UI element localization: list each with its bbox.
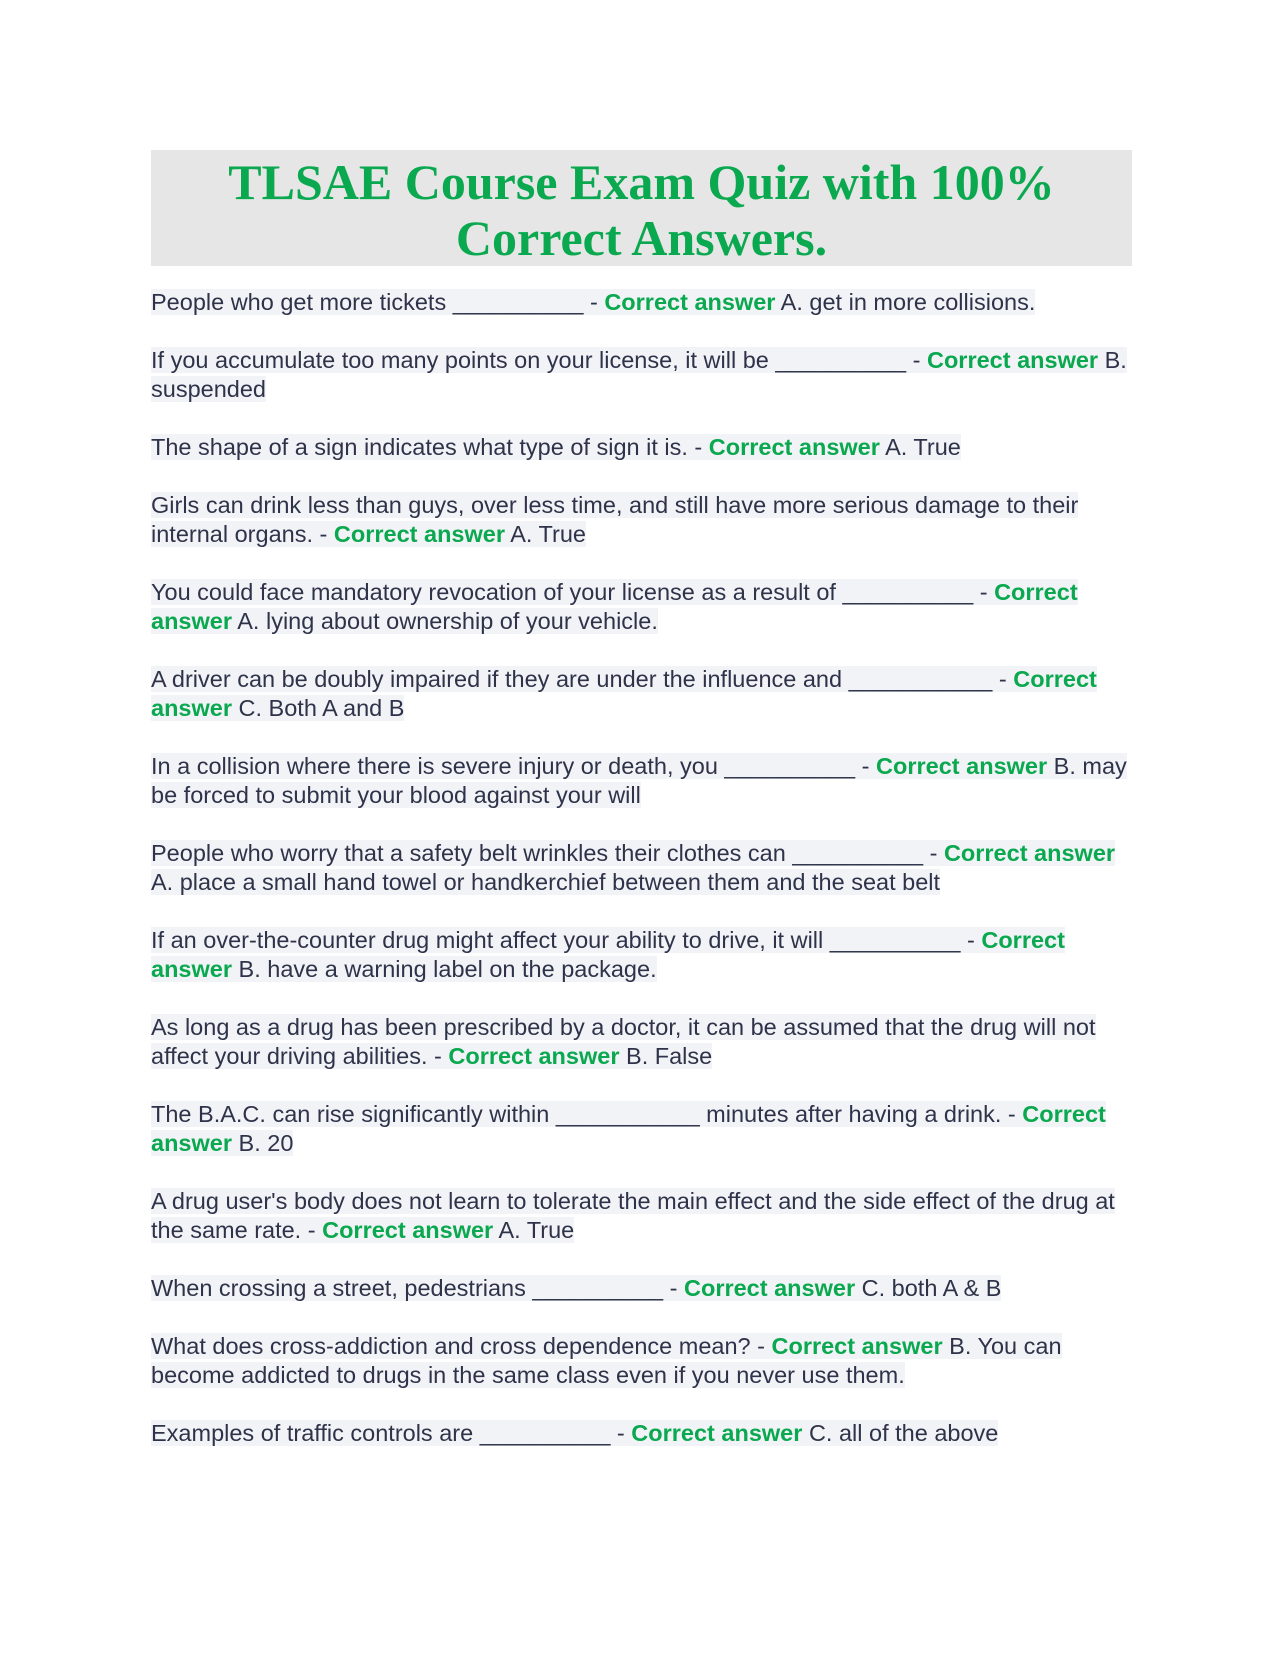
correct-answer-label: Correct answer [631,1420,803,1446]
correct-answer-label: Correct answer [151,1101,1106,1156]
question-text: A driver can be doubly impaired if they are under the influence and ___________ [151,666,993,692]
question-text: Examples of traffic controls are __________ [151,1420,611,1446]
correct-answer-label: Correct answer [604,289,776,315]
question-text: The shape of a sign indicates what type of sign it is. [151,434,688,460]
question-text: Girls can drink less than guys, over less time, and still have more serious damage to their internal organs. [151,492,1079,547]
answer-text: A. lying about ownership of your vehicle. [237,608,658,634]
correct-answer-label: Correct answer [926,347,1099,373]
correct-answer-label: Correct answer [151,579,1078,634]
answer-text: A. True [885,434,961,460]
qa-item [151,839,1132,897]
qa-list [151,288,1132,1448]
separator: - [663,1275,684,1301]
question-text: You could face mandatory revocation of your license as a result of __________ [151,579,974,605]
answer-text: C. all of the above [808,1420,999,1446]
separator: - [1001,1101,1023,1127]
separator: - [313,521,334,547]
separator: - [583,289,605,315]
answer-text: B. You can become addicted to drugs in the same class even if you never use them. [151,1333,1062,1388]
document-page [151,150,1132,1477]
answer-text: A. True [498,1217,575,1243]
separator: - [750,1333,772,1359]
answer-text: B. may be forced to submit your blood against your will [151,753,1127,808]
title-banner [151,150,1132,266]
question-text: In a collision where there is severe injury or death, you __________ [151,753,856,779]
qa-item [151,1419,1132,1448]
correct-answer-label: Correct answer [151,666,1097,721]
answer-text: B. have a warning label on the package. [238,956,657,982]
answer-text: C. both A & B [861,1275,1002,1301]
correct-answer-label: Correct answer [876,753,1048,779]
answer-text: C. Both A and B [238,695,405,721]
answer-text: A. place a small hand towel or handkerchief between them and the seat belt [151,869,941,895]
separator: - [906,347,927,373]
question-text: When crossing a street, pedestrians __________ [151,1275,664,1301]
separator: - [923,840,944,866]
qa-item [151,346,1132,404]
separator: - [960,927,982,953]
correct-answer-label: Correct answer [708,434,880,460]
qa-item [151,665,1132,723]
question-text: If you accumulate too many points on your license, it will be __________ [151,347,907,373]
question-text: What does cross-addiction and cross dependence mean? [151,1333,751,1359]
answer-text: B. False [626,1043,713,1069]
qa-item [151,752,1132,810]
correct-answer-label: Correct answer [684,1275,856,1301]
correct-answer-label: Correct answer [448,1043,620,1069]
correct-answer-label: Correct answer [333,521,505,547]
qa-item [151,433,1132,462]
separator: - [855,753,877,779]
qa-item [151,578,1132,636]
qa-item [151,1100,1132,1158]
separator: - [687,434,709,460]
answer-text: A. get in more collisions. [780,289,1036,315]
question-text: People who get more tickets __________ [151,289,584,315]
separator: - [992,666,1014,692]
correct-answer-label: Correct answer [771,1333,943,1359]
separator: - [973,579,995,605]
answer-text: A. True [510,521,586,547]
answer-text: B. suspended [151,347,1127,402]
qa-item [151,1274,1132,1303]
qa-item [151,288,1132,317]
separator: - [610,1420,632,1446]
question-text: A drug user's body does not learn to tolerate the main effect and the side effect of the drug at the same rate. [151,1188,1115,1243]
qa-item [151,1332,1132,1390]
question-text: If an over-the-counter drug might affect your ability to drive, it will __________ [151,927,961,953]
correct-answer-label: Correct answer [322,1217,494,1243]
qa-item [151,1187,1132,1245]
separator: - [427,1043,449,1069]
question-text: People who worry that a safety belt wrinkles their clothes can __________ [151,840,924,866]
document-title: TLSAE Course Exam Quiz with 100% Correct Answers. [228,154,1055,266]
separator: - [301,1217,323,1243]
question-text: As long as a drug has been prescribed by a doctor, it can be assumed that the drug will not affect your driving abilities. [151,1014,1096,1069]
qa-item [151,926,1132,984]
qa-item [151,1013,1132,1071]
correct-answer-label: Correct answer [151,927,1065,982]
answer-text: B. 20 [238,1130,294,1156]
question-text: The B.A.C. can rise significantly within ___________ minutes after having a drink. [151,1101,1002,1127]
qa-item [151,491,1132,549]
correct-answer-label: Correct answer [943,840,1116,866]
